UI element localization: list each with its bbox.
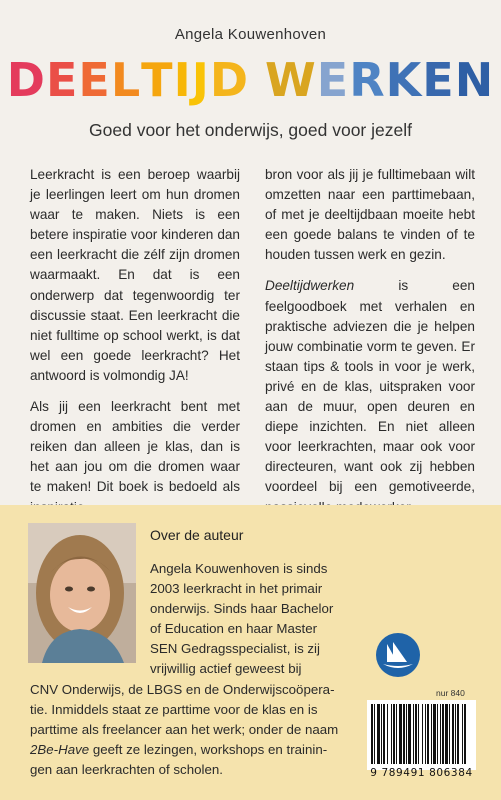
- barcode-bar: [445, 704, 448, 764]
- book-title-italic: Deeltijdwerken: [265, 278, 355, 294]
- isbn-number: 9 789491 806384: [370, 767, 473, 779]
- about-line-rest: geeft ze lezingen, workshops en trainin-: [92, 741, 328, 757]
- barcode-bar: [387, 704, 388, 764]
- barcode-bar: [464, 704, 466, 764]
- book-subtitle: Goed voor het onderwijs, goed voor jezelf: [89, 120, 412, 140]
- sailboat-logo-icon: [375, 632, 421, 678]
- barcode-bar: [383, 704, 385, 764]
- barcode-bar: [449, 704, 450, 764]
- barcode-bar: [408, 704, 411, 764]
- barcode-bar: [406, 704, 407, 764]
- title-letter: J: [191, 53, 210, 107]
- blurb-column-left: [30, 165, 240, 529]
- about-author-title: Over de auteur: [150, 527, 244, 543]
- title-letter: I: [173, 53, 192, 107]
- blurb-columns: [30, 165, 475, 529]
- barcode-bar: [396, 704, 397, 764]
- barcode-bar: [425, 704, 426, 764]
- author-name-top: Angela Kouwenhoven: [174, 26, 327, 43]
- barcode-bar: [452, 704, 454, 764]
- about-author-text: [30, 559, 365, 780]
- title-letter: K: [385, 53, 423, 107]
- barcode-bar: [440, 704, 441, 764]
- barcode-bar: [433, 704, 436, 764]
- barcode-bar: [418, 704, 419, 764]
- barcode-bar: [371, 704, 373, 764]
- title-letter: L: [110, 53, 142, 107]
- barcode-bar: [427, 704, 429, 764]
- blurb-paragraph: Leerkracht is een beroep waarbij je leerlingen leert om hun dromen waar te maken. Niets is een betere inspiratie voor kinderen dan een leerkracht die zélf zijn dromen waarmaakt. En dat is een onderwerp dat tegenwoordig ter discussie staat. Een leerkracht die niet fulltime op school werkt, is dat wel een goede leerkracht? Het antwoord is volmondig JA!: [30, 167, 240, 383]
- about-line: Angela Kouwenhoven is sinds: [150, 561, 328, 576]
- about-line: SEN Gedragsspecialist, is zij: [150, 641, 320, 657]
- barcode-bar: [413, 704, 414, 764]
- about-author-panel: [0, 505, 501, 800]
- barcode-bar: [462, 704, 463, 764]
- about-line: vrijwillig actief geweest bij: [150, 661, 302, 677]
- barcode-bar: [442, 704, 444, 764]
- about-line: tie. Inmiddels staat ze parttime voor de klas en is: [30, 701, 318, 717]
- title-letter: R: [349, 53, 386, 107]
- barcode-bar: [437, 704, 438, 764]
- about-line: parttime als freelancer aan het werk; onder de naam: [30, 721, 339, 737]
- title-letter: N: [454, 53, 495, 107]
- title-letter: E: [316, 53, 350, 107]
- about-line: 2003 leerkracht in het primair: [150, 581, 323, 597]
- barcode: [367, 700, 476, 770]
- title-letter: T: [141, 53, 174, 107]
- blurb-paragraph: Als jij een leerkracht bent met dromen en ambities die verder reiken dan alleen je klas, dan is het aan jou om die dromen waar te maken! Dit boek is bedoeld als: [30, 399, 240, 495]
- blurb-paragraph: bron voor als jij je fulltimebaan wilt omzetten naar een parttimebaan, of met je deeltijdbaan moeite hebt een goede balans te vinden of te houden tussen werk en gezin.: [265, 167, 475, 263]
- about-line: of Education en haar Master: [150, 621, 318, 637]
- title-letter: E: [422, 53, 455, 107]
- barcode-bar: [381, 704, 382, 764]
- about-line: gen aan leerkrachten of scholen.: [30, 761, 223, 777]
- barcode-bar: [377, 704, 380, 764]
- nur-code: nur 840: [436, 688, 465, 698]
- book-title: [0, 52, 501, 108]
- title-letter: E: [45, 53, 79, 107]
- barcode-bar: [391, 704, 392, 764]
- barcode-bar: [399, 704, 402, 764]
- barcode-bar: [457, 704, 459, 764]
- brand-name: 2Be-Have: [30, 741, 90, 757]
- blurb-paragraph: [265, 276, 475, 517]
- barcode-bar: [431, 704, 432, 764]
- blurb-paragraph-rest: is een feelgoodboek met verhalen en praktische adviezen die je helpen jouw combinatie vorm te geven. Er staan tips & tools in voor je werk, privé en de klas, uitspraken voor aan de muur, open deuren en diepe inzichten. En niet alleen voor leerkrachten, maar ook voor directeuren, want ook zij hebben voordeel bij een gemotiveerde,: [265, 278, 475, 495]
- barcode-bar: [393, 704, 395, 764]
- barcode-bar: [455, 704, 456, 764]
- title-letter: E: [78, 53, 111, 107]
- title-letter: W: [265, 53, 317, 107]
- title-letter: D: [6, 53, 46, 107]
- about-line: [30, 740, 365, 760]
- about-line: CNV Onderwijs, de LBGS en de Onderwijscoöpera-: [30, 681, 335, 697]
- title-letter: D: [209, 53, 249, 107]
- barcode-bar: [403, 704, 405, 764]
- about-line: onderwijs. Sinds haar Bachelor: [150, 601, 334, 617]
- barcode-bar: [415, 704, 417, 764]
- blurb-column-right: [265, 165, 475, 529]
- barcode-bar: [422, 704, 423, 764]
- barcode-bar: [374, 704, 375, 764]
